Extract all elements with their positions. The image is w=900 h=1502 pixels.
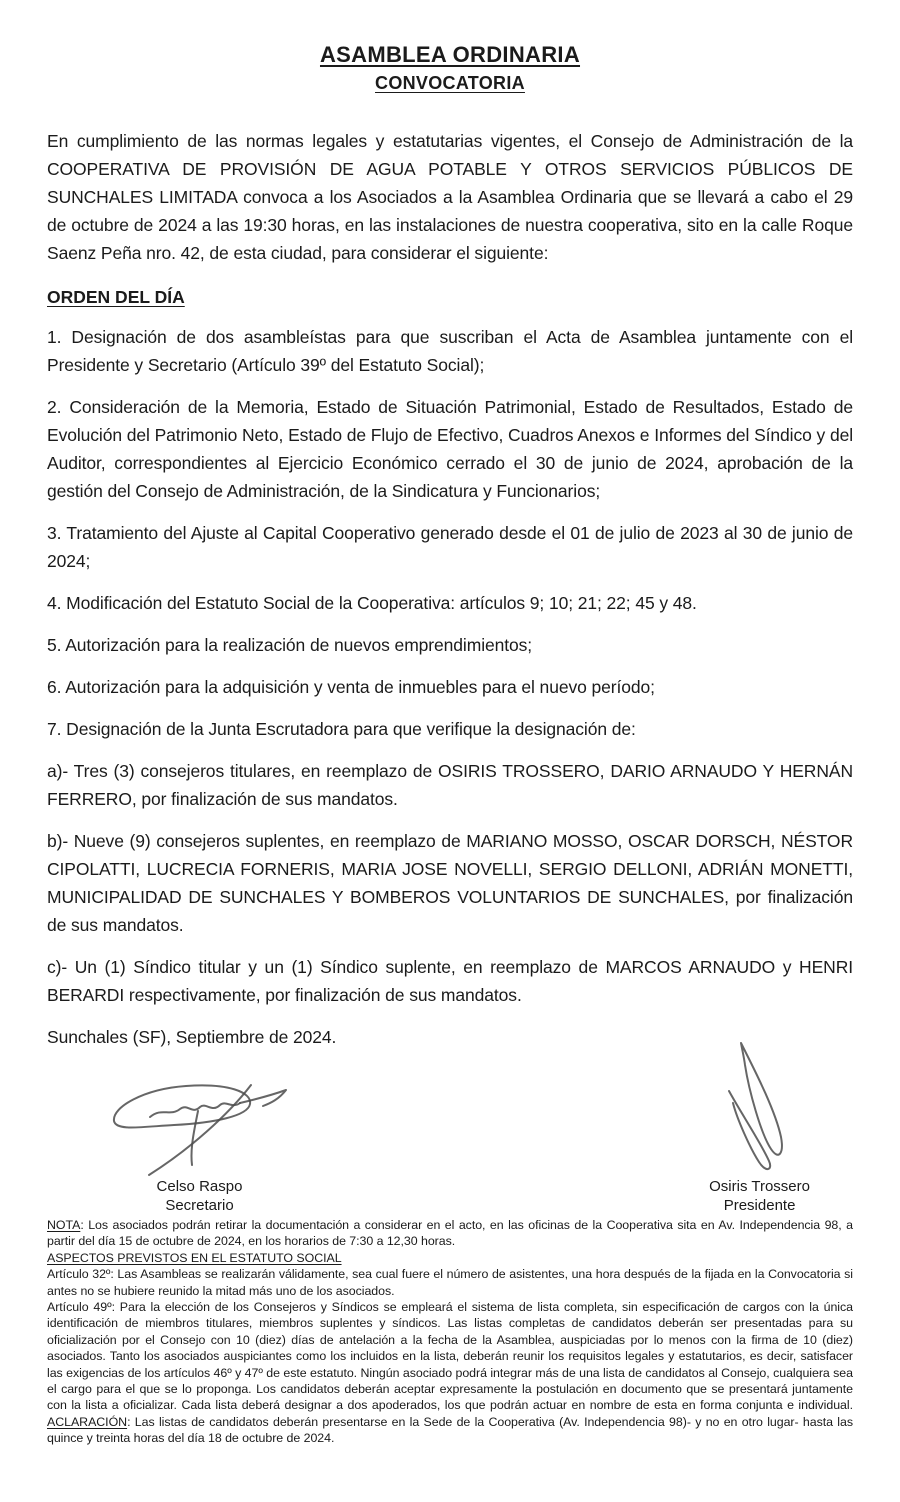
- secretary-role: Secretario: [165, 1197, 234, 1214]
- page-title: ASAMBLEA ORDINARIA: [319, 42, 581, 67]
- footnote-articulo-49: [47, 1299, 853, 1447]
- president-signature-block: [709, 1039, 810, 1215]
- agenda-item-5: 5. Autorización para la realización de nuevos emprendimientos;: [47, 635, 533, 655]
- aclaracion-text: : Las listas de candidatos deberán presentarse en la Sede de la Cooperativa (Av. Independencia 98)- y no en otro lugar- hasta las quince y treinta horas del día 18 de octubre de 2024.: [47, 1414, 853, 1446]
- articulo-32-text: : Las Asambleas se realizarán válidamente, sea cual fuere el número de asistentes, una hora después de la fijada en la Convocatoria si antes no se hubiere reunido la mitad más uno de los asociados.: [47, 1267, 853, 1298]
- page-subtitle: CONVOCATORIA: [375, 73, 525, 93]
- agenda-subitem-a: a)- Tres (3) consejeros titulares, en reemplazo de OSIRIS TROSSERO, DARIO ARNAUDO Y HERNÁN FERRERO, por finalización de sus mandatos.: [47, 761, 853, 809]
- aspectos-heading: ASPECTOS PREVISTOS EN EL ESTATUTO SOCIAL: [47, 1250, 342, 1265]
- signature-row: [47, 1057, 853, 1215]
- president-name: Osiris Trossero: [709, 1178, 810, 1195]
- footnote-articulo-32: [47, 1266, 853, 1299]
- secretary-name: Celso Raspo: [156, 1178, 243, 1195]
- articulo-49-label: Artículo 49º: [47, 1300, 112, 1315]
- agenda-item-1: 1. Designación de dos asambleístas para que suscriban el Acta de Asamblea juntamente con el Presidente y Secretario (Artículo 39º del Estatuto Social);: [47, 327, 853, 375]
- footnote-nota: [47, 1217, 853, 1250]
- secretary-signature-block: [102, 1059, 297, 1215]
- articulo-49-text: : Para la elección de los Consejeros y Síndicos se empleará el sistema de lista completa, sin especificación de cargos con la única identificación de miembros titulares, miembros suplentes y síndicos. Las listas completas de candidatos deberán ser presentadas para su oficialización por el Consejo con 10 (diez) días de antelación a la fecha de la Asamblea, auspiciadas por lo menos con la firma de 10 (diez) asociados. Tanto los asociados auspiciantes como los incluidos en la lista, deberán reunir los requisitos legales y estatutarios, es decir, satisfacer las exigencias de los artículos 46º y 47º de este estatuto. Ningún asociado podrá integrar más de una lista de candidatos al Consejo, cualquiera sea el cargo para el que se lo proponga. Los candidatos deberán aceptar expresamente la postulación en documento que se presentará juntamente con la lista a oficializar. Cada lista deberá designar a dos apoderados, los que podrán actuar en nombre de esta en forma conjunta e individual.: [47, 1300, 853, 1413]
- footnote-aspectos-heading: [47, 1250, 853, 1266]
- nota-text: : Los asociados podrán retirar la documentación a considerar en el acto, en las oficinas de la Cooperativa sita en Av. Independencia 98, a partir del día 15 de octubre de 2024, en los horarios de 7:30 a 12,30 horas.: [47, 1218, 853, 1249]
- footnotes-section: [47, 1217, 853, 1447]
- agenda-item-4: 4. Modificación del Estatuto Social de la Cooperativa: artículos 9; 10; 21; 22; 45 y 48.: [47, 593, 697, 613]
- agenda-item-7: 7. Designación de la Junta Escrutadora para que verifique la designación de:: [47, 719, 636, 739]
- secretary-signature-image: [102, 1059, 297, 1177]
- agenda-item-3: 3. Tratamiento del Ajuste al Capital Cooperativo generado desde el 01 de julio de 2023 al 30 de junio de 2024;: [47, 523, 853, 571]
- nota-label: NOTA: [47, 1218, 81, 1232]
- agenda-subitem-b: b)- Nueve (9) consejeros suplentes, en reemplazo de MARIANO MOSSO, OSCAR DORSCH, NÉSTOR CIPOLATTI, LUCRECIA FORNERIS, MARIA JOSE NOVELLI, SERGIO DELLONI, ADRIÁN MONETTI, MUNICIPALIDAD DE SUNCHALES Y BOMBEROS VOLUNTARIOS DE SUNCHALES, por finalización de sus mandatos.: [47, 831, 853, 935]
- agenda-subitem-c: c)- Un (1) Síndico titular y un (1) Síndico suplente, en reemplazo de MARCOS ARNAUDO y HENRI BERARDI respectivamente, por finalización de sus mandatos.: [47, 957, 853, 1005]
- aclaracion-label: ACLARACIÓN: [47, 1414, 128, 1429]
- agenda-item-6: 6. Autorización para la adquisición y venta de inmuebles para el nuevo período;: [47, 677, 655, 697]
- president-signature-image: [719, 1039, 801, 1177]
- agenda-item-2: 2. Consideración de la Memoria, Estado de Situación Patrimonial, Estado de Resultados, Estado de Evolución del Patrimonio Neto, Estado de Flujo de Efectivo, Cuadros Anexos e Informes del Síndico y del Auditor, correspondientes al Ejercicio Económico cerrado el 30 de junio de 2024, aprobación de la gestión del Consejo de Administración, de la Sindicatura y Funcionarios;: [47, 397, 853, 501]
- articulo-32-label: Artículo 32º: [47, 1267, 111, 1282]
- president-role: Presidente: [723, 1197, 796, 1214]
- intro-paragraph: En cumplimiento de las normas legales y estatutarias vigentes, el Consejo de Administración de la COOPERATIVA DE PROVISIÓN DE AGUA POTABLE Y OTROS SERVICIOS PÚBLICOS DE SUNCHALES LIMITADA convoca a los Asociados a la Asamblea Ordinaria que se llevará a cabo el 29 de octubre de 2024 a las 19:30 horas, en las instalaciones de nuestra cooperativa, sito en la calle Roque Saenz Peña nro. 42, de esta ciudad, para considerar el siguiente:: [47, 131, 853, 263]
- dateline: Sunchales (SF), Septiembre de 2024.: [47, 1027, 337, 1047]
- agenda-heading: ORDEN DEL DÍA: [47, 287, 185, 307]
